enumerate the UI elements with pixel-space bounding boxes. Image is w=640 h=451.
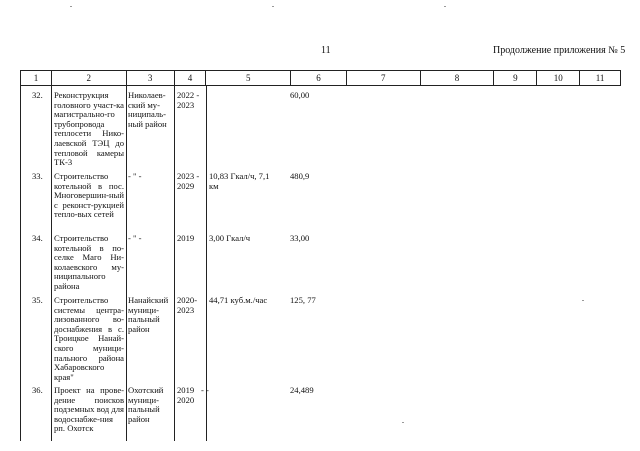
cost: 125, 77 <box>290 295 316 305</box>
appendix-label: Продолжение приложения № 5 <box>493 45 626 56</box>
row-number: 36. <box>32 385 43 395</box>
capacity: - - <box>201 385 209 395</box>
column-header: 1 <box>21 71 52 85</box>
cost: 60,00 <box>290 90 310 100</box>
object-name: Проект на прове-дение поисков подземных вод для водоснабже-ния рп. Охотск <box>54 385 124 434</box>
capacity: 44,71 куб.м./час <box>209 295 268 305</box>
column-header: 9 <box>494 71 537 85</box>
object-name: Реконструкция головного участ-ка магистрально-го трубопровода теплосети Нико-лаевской ТЭЦ до тепловой камеры ТК-3 <box>54 90 124 168</box>
period: 2019 2020 <box>177 385 195 405</box>
cost: 480,9 <box>290 171 310 181</box>
table-rule <box>174 86 175 441</box>
object-name: Строительство системы центра-лизованного во-доснабжения в с. Троицкое Нанай-ского муници-пального района Хабаровского края" <box>54 295 124 382</box>
location: Нанайский муници-пальный район <box>128 295 169 334</box>
table-rule <box>20 86 21 441</box>
table-rule <box>126 86 127 441</box>
period: 2023 - 2029 <box>177 171 200 191</box>
period: 2020-2023 <box>177 295 198 315</box>
table-rule <box>51 86 52 441</box>
column-header: 5 <box>206 71 291 85</box>
location: Охотский муници-пальный район <box>128 385 164 424</box>
table-header-row <box>20 70 621 86</box>
page-number: 11 <box>321 45 331 56</box>
column-header: 4 <box>175 71 207 85</box>
period: 2019 <box>177 233 195 243</box>
column-header: 11 <box>595 73 605 83</box>
column-header: 6 <box>291 71 347 85</box>
cost: 24,489 <box>290 385 314 395</box>
column-header: 10 <box>537 71 580 85</box>
row-number: 32. <box>32 90 43 100</box>
column-header: 2 <box>52 71 127 85</box>
cost: 33,00 <box>290 233 310 243</box>
capacity: 3,00 Гкал/ч <box>209 233 251 243</box>
location: Николаев-ский му-ниципаль-ный район <box>128 90 167 129</box>
capacity: 10,83 Гкал/ч, 7,1 км <box>209 171 270 191</box>
row-number: 34. <box>32 233 43 243</box>
object-name: Строительство котельной в пос. Многовершин-ный с реконст-рукцией тепло-вых сетей <box>54 171 124 220</box>
scan-speck <box>272 6 274 7</box>
column-header: 3 <box>127 71 175 85</box>
column-header: 7 <box>347 71 421 85</box>
row-number: 35. <box>32 295 43 305</box>
location: - " - <box>128 233 142 243</box>
scan-speck <box>402 422 404 423</box>
object-name: Строительство котельной в по-селке Маго Ни-колаевского му-ниципального района <box>54 233 124 291</box>
period: 2022 - 2023 <box>177 90 200 110</box>
row-number: 33. <box>32 171 43 181</box>
scan-speck <box>444 6 446 7</box>
scan-speck <box>582 300 584 301</box>
column-header: 8 <box>421 71 495 85</box>
scan-speck <box>70 6 72 7</box>
location: - " - <box>128 171 142 181</box>
